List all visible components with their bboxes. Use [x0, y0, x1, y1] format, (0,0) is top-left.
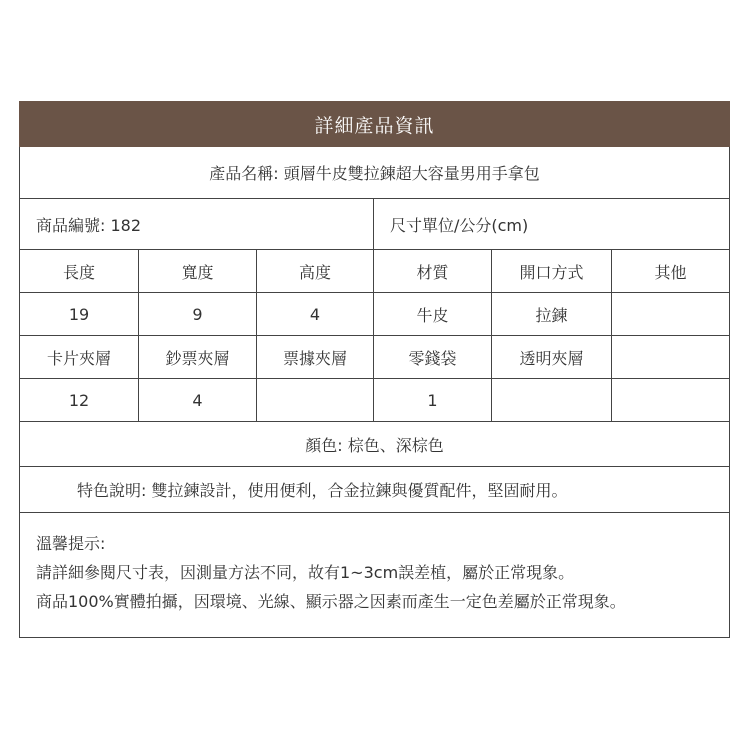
- header-coin-pocket: 零錢袋: [373, 336, 491, 378]
- header-card-slot: 卡片夾層: [46, 348, 111, 368]
- dimension-header-row: [20, 249, 729, 292]
- header-other: 其他: [611, 250, 729, 292]
- feature-text: 特色說明: 雙拉鍊設計，使用便利，合金拉鍊與優質配件，堅固耐用。: [77, 481, 568, 500]
- size-unit: 尺寸單位/公分(cm): [373, 199, 729, 249]
- dimension-value-row: [20, 292, 729, 335]
- product-name-row: [20, 147, 729, 198]
- value-material: 牛皮: [373, 293, 491, 335]
- code-size-row: [20, 198, 729, 249]
- product-name: 產品名稱: 頭層牛皮雙拉鍊超大容量男用手拿包: [209, 164, 540, 183]
- value-height: 4: [256, 293, 373, 335]
- sheet-title: 詳細產品資訊: [19, 101, 730, 147]
- feature-row: [20, 466, 729, 512]
- product-code: 商品編號: 182: [36, 215, 142, 235]
- value-coin-pocket: 1: [373, 379, 491, 421]
- header-clear-slot: 透明夾層: [491, 336, 611, 378]
- value-bill-slot: 4: [138, 379, 256, 421]
- value-width: 9: [138, 293, 256, 335]
- value-receipt-slot: [256, 379, 373, 421]
- header-length: 長度: [62, 262, 95, 282]
- header-material: 材質: [373, 250, 491, 292]
- notice-heading: 溫馨提示:: [36, 534, 106, 553]
- notice-line-2: 商品100%實體拍攝，因環境、光線、顯示器之因素而產生一定色差屬於正常現象。: [36, 592, 626, 611]
- product-info-sheet: [19, 101, 730, 638]
- header-height: 高度: [256, 250, 373, 292]
- value-card-slot: 12: [68, 390, 90, 410]
- notice-line-1: 請詳細參閱尺寸表，因測量方法不同，故有1~3cm誤差植，屬於正常現象。: [36, 563, 575, 582]
- value-length: 19: [68, 304, 90, 324]
- color-text: 顏色: 棕色、深棕色: [305, 435, 444, 455]
- pocket-header-row: [20, 335, 729, 378]
- value-other: [611, 293, 729, 335]
- value-clear-slot: [491, 379, 611, 421]
- header-bill-slot: 鈔票夾層: [138, 336, 256, 378]
- value-pocket-empty: [611, 379, 729, 421]
- notice-box: [20, 512, 729, 637]
- color-row: [20, 421, 729, 466]
- header-pocket-empty: [611, 336, 729, 378]
- header-width: 寬度: [138, 250, 256, 292]
- header-opening: 開口方式: [491, 250, 611, 292]
- pocket-value-row: [20, 378, 729, 421]
- value-opening: 拉鍊: [491, 293, 611, 335]
- header-receipt-slot: 票據夾層: [256, 336, 373, 378]
- info-table: [19, 147, 730, 638]
